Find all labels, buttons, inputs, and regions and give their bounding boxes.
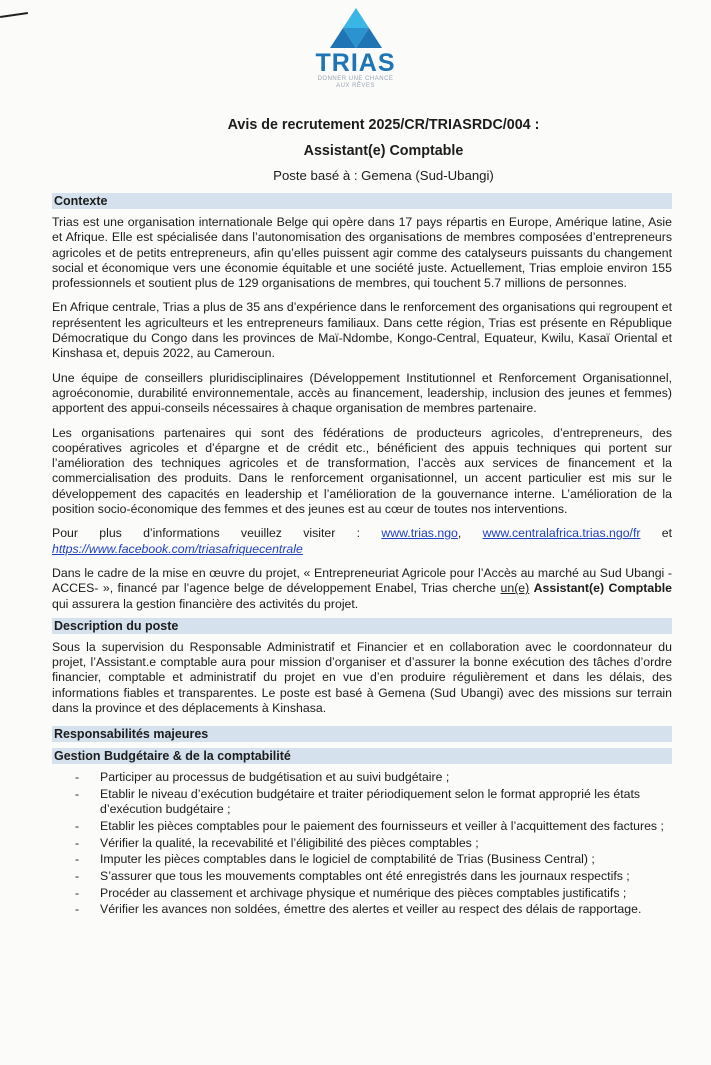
contexte-paragraph: Une équipe de conseillers pluridisciplinaires (Développement Institutionnel et Renforcement Organisationnel, agroéconomie, durabilité environnementale, accès au financement, leadership, inclusion des jeunes et femmes) apportent des appui-conseils nécessaires à chaque organisation de membres partenaire.	[52, 370, 672, 416]
trias-logo	[0, 8, 711, 90]
section-header-description: Description du poste	[52, 618, 672, 634]
project-text-2: qui assurera la gestion financière des activités du projet.	[52, 596, 359, 611]
project-text-1: Dans le cadre de la mise en œuvre du projet, « Entrepreneuriat Agricole pour l’Accès au marché au Sud Ubangi -ACCES- », financé par l’agence belge de développement Enabel, Trias cherche	[52, 565, 672, 596]
list-item-text: Vérifier la qualité, la recevabilité et l’éligibilité des pièces comptables ;	[100, 835, 479, 850]
list-item-text: Imputer les pièces comptables dans le logiciel de comptabilité de Trias (Business Central) ;	[100, 852, 595, 867]
description-paragraph: Sous la supervision du Responsable Administratif et Financier et en collaboration avec le coordonnateur du projet, l’Assistant.e comptable aura pour mission d’organiser et d’assurer la bonne exécution des tâches d’ordre financier, comptable et administratif du projet en vue d’en produire régulièrement et dans les délais, des informations fiables et transparentes. Le poste est basé à Gemena (Sud Ubangi) avec des missions sur terrain dans la province et des déplacements à Kinshasa.	[52, 639, 672, 716]
list-item-text: Vérifier les avances non soldées, émettre des alertes et veiller au respect des délais de rapportage.	[100, 902, 642, 917]
bullet-dash: -	[75, 787, 80, 802]
logo-tagline-1: DONNER UNE CHANCE	[317, 76, 394, 82]
bullet-dash: -	[75, 770, 80, 785]
list-item	[52, 819, 672, 834]
project-paragraph	[52, 566, 672, 612]
list-item-text: S’assurer que tous les mouvements comptables ont été enregistrés dans les journaux respectifs ;	[100, 869, 630, 884]
gestion-list	[52, 770, 672, 917]
contexte-paragraph: Trias est une organisation internationale Belge qui opère dans 17 pays répartis en Europe, Amérique latine, Asie et Afrique. Elle est spécialisée dans l’autonomisation des organisations de membres composées d’entrepreneurs agricoles et de petits entrepreneurs, afin qu’elles puissent agir comme des catalyseurs puissants du changement social et économique vers une économie équitable et une société juste. Actuellement, Trias emploie environ 155 professionnels et soutient plus de 129 organisations de membres, qui touchent 5.7 millions de personnes.	[52, 215, 672, 291]
list-item	[52, 902, 672, 917]
section-header-gestion: Gestion Budgétaire & de la comptabilité	[52, 748, 672, 764]
list-item	[52, 770, 672, 785]
list-item	[52, 869, 672, 884]
bullet-dash: -	[75, 852, 80, 867]
info-paragraph	[52, 526, 672, 557]
trias-website-link[interactable]: www.trias.ngo	[381, 526, 458, 541]
page-title: Avis de recrutement 2025/CR/TRIASRDC/004 :	[227, 117, 540, 133]
info-separator: ,	[457, 526, 462, 541]
project-underlined: un(e)	[500, 581, 530, 596]
job-title: Assistant(e) Comptable	[303, 143, 464, 159]
list-item-text: Etablir les pièces comptables pour le paiement des fournisseurs et veiller à l’acquittement des factures ;	[100, 818, 664, 833]
section-header-responsabilites: Responsabilités majeures	[52, 726, 672, 742]
list-item-text: Etablir le niveau d’exécution budgétaire et traiter périodiquement selon le format approprié les états d’exécution budgétaire ;	[100, 787, 641, 817]
project-position-title: Assistant(e) Comptable	[533, 581, 672, 596]
bullet-dash: -	[75, 818, 80, 833]
list-item-text: Procéder au classement et archivage physique et numérique des pièces comptables justificatifs ;	[100, 885, 627, 900]
bullet-dash: -	[75, 835, 80, 850]
bullet-dash: -	[75, 902, 80, 917]
job-location: Poste basé à : Gemena (Sud-Ubangi)	[273, 168, 494, 183]
logo-tagline-2: AUX RÊVES	[336, 83, 375, 89]
bullet-dash: -	[75, 869, 80, 884]
list-item	[52, 836, 672, 851]
info-prefix: Pour plus d’informations veuillez visiter :	[52, 526, 361, 541]
bullet-dash: -	[75, 885, 80, 900]
contexte-paragraph: En Afrique centrale, Trias a plus de 35 ans d’expérience dans le renforcement des organisations qui regroupent et représentent les agriculteurs et les entrepreneurs familiaux. Dans cette région, Trias est présente en République Démocratique du Congo dans les provinces de Maï-Ndombe, Kongo-Central, Equateur, Kwilu, Kasaï Oriental et Kinshasa et, depuis 2022, au Cameroun.	[52, 300, 672, 361]
list-item	[52, 787, 672, 817]
contexte-paragraph: Les organisations partenaires qui sont des fédérations de producteurs agricoles, d’entrepreneurs, des coopératives agricoles et d’épargne et de crédit etc., bénéficient des appuis techniques qui portent sur l’amélioration des techniques agricoles et de transformation, l’accès aux services de financement et la commercialisation des produits. Dans le renforcement organisationnel, un accent particulier est mis sur le développement des capacités en leadership et l’amélioration de la gouvernance interne. L’amélioration de la position socio-économique des femmes et des jeunes est au cœur de toutes nos interventions.	[52, 425, 672, 517]
info-separator-et: et	[661, 526, 673, 541]
document-body	[52, 193, 672, 919]
centralafrica-website-link[interactable]: www.centralafrica.trias.ngo/fr	[482, 526, 641, 541]
list-item	[52, 886, 672, 901]
list-item	[52, 852, 672, 867]
logo-name: TRIAS	[315, 49, 396, 77]
trias-triangle-icon	[330, 8, 382, 48]
section-header-contexte: Contexte	[52, 193, 672, 209]
facebook-link[interactable]: https://www.facebook.com/triasafriquecentrale	[52, 541, 303, 556]
list-item-text: Participer au processus de budgétisation et au suivi budgétaire ;	[100, 770, 450, 785]
